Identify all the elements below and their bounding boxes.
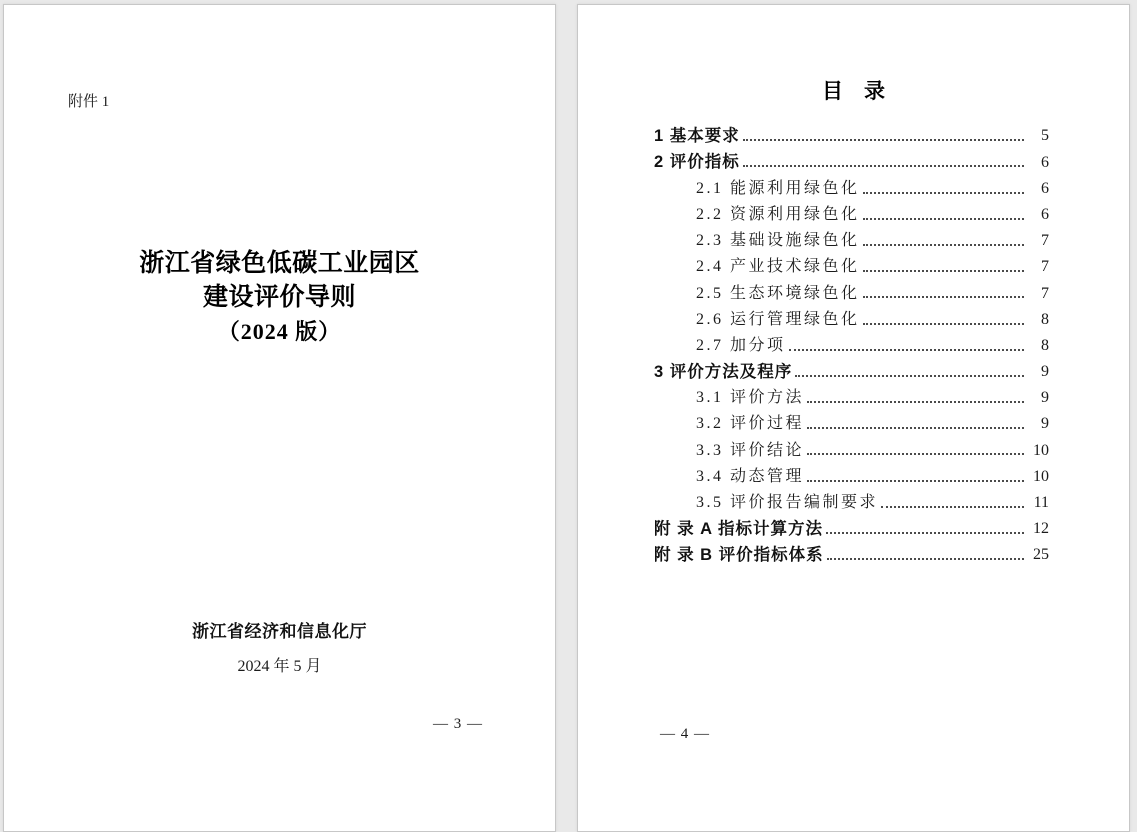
toc-entry-label: 2.5 生态环境绿色化: [696, 284, 860, 302]
document-title-line-2: 建设评价导则: [202, 284, 356, 311]
toc-entry[interactable]: [654, 433, 1049, 459]
toc-entry[interactable]: [654, 381, 1049, 407]
toc-list: [654, 119, 1049, 564]
toc-entry-label: 2 评价指标: [654, 153, 740, 172]
publication-date: 2024 年 5 月: [237, 658, 322, 675]
toc-dot-leader: [789, 349, 1024, 351]
toc-dot-leader: [807, 480, 1024, 482]
toc-entry[interactable]: [654, 302, 1049, 328]
toc-entry[interactable]: [654, 459, 1049, 485]
toc-entry[interactable]: [654, 355, 1049, 381]
toc-entry[interactable]: [654, 250, 1049, 276]
toc-entry-page: 8: [1041, 310, 1049, 328]
toc-entry[interactable]: [654, 224, 1049, 250]
document-title-edition: （2024 版）: [217, 319, 342, 344]
toc-entry-page: 7: [1041, 258, 1049, 276]
toc-dot-leader: [827, 558, 1024, 560]
toc-entry-page: 8: [1041, 336, 1049, 354]
toc-entry-page: 6: [1041, 153, 1049, 171]
document-title-line-1: 浙江省绿色低碳工业园区: [139, 250, 420, 277]
toc-entry[interactable]: [654, 171, 1049, 197]
toc-dot-leader: [795, 375, 1024, 377]
toc-dot-leader: [863, 244, 1024, 246]
toc-page: [577, 4, 1130, 832]
toc-entry-page: 9: [1041, 389, 1049, 407]
toc-dot-leader: [863, 218, 1024, 220]
toc-entry-label: 3.1 评价方法: [696, 389, 805, 407]
toc-entry-page: 10: [1033, 441, 1049, 459]
toc-entry[interactable]: [654, 145, 1049, 171]
toc-entry[interactable]: [654, 329, 1049, 355]
toc-entry-page: 6: [1041, 179, 1049, 197]
cover-page: [3, 4, 556, 832]
toc-entry-page: 11: [1033, 494, 1049, 512]
toc-entry-page: 9: [1041, 415, 1049, 433]
issuing-organization: 浙江省经济和信息化厅: [192, 622, 367, 641]
toc-dot-leader: [826, 532, 1024, 534]
toc-entry-label: 2.3 基础设施绿色化: [696, 232, 860, 250]
toc-entry[interactable]: [654, 538, 1049, 564]
toc-entry-page: 7: [1041, 232, 1049, 250]
toc-entry-page: 9: [1041, 363, 1049, 381]
toc-entry-label: 2.4 产业技术绿色化: [696, 258, 860, 276]
toc-entry[interactable]: [654, 119, 1049, 145]
toc-entry[interactable]: [654, 407, 1049, 433]
toc-heading: 目 录: [822, 80, 885, 103]
toc-entry-page: 6: [1041, 205, 1049, 223]
toc-dot-leader: [863, 323, 1024, 325]
toc-entry-label: 3.5 评价报告编制要求: [696, 494, 879, 512]
toc-dot-leader: [863, 270, 1024, 272]
page-number-4: — 4 —: [660, 726, 710, 742]
toc-entry[interactable]: [654, 198, 1049, 224]
toc-entry-label: 3.2 评价过程: [696, 415, 805, 433]
toc-entry-label: 附 录 A 指标计算方法: [654, 519, 824, 538]
toc-entry-page: 10: [1033, 467, 1049, 485]
toc-entry-label: 3.3 评价结论: [696, 441, 805, 459]
toc-entry-label: 附 录 B 评价指标体系: [654, 545, 824, 564]
toc-entry-page: 25: [1033, 546, 1049, 564]
toc-dot-leader: [807, 453, 1024, 455]
toc-entry-page: 7: [1041, 284, 1049, 302]
page-number-3: — 3 —: [433, 716, 483, 732]
toc-entry[interactable]: [654, 486, 1049, 512]
attachment-label: 附件 1: [68, 94, 110, 110]
toc-entry[interactable]: [654, 512, 1049, 538]
toc-entry-label: 2.7 加分项: [696, 336, 786, 354]
toc-entry-label: 3.4 动态管理: [696, 467, 805, 485]
toc-entry-page: 5: [1041, 127, 1049, 145]
toc-entry-label: 2.1 能源利用绿色化: [696, 179, 860, 197]
toc-dot-leader: [807, 427, 1024, 429]
toc-dot-leader: [881, 506, 1024, 508]
document-title: [4, 247, 555, 349]
toc-entry-label: 2.2 资源利用绿色化: [696, 205, 860, 223]
toc-entry-page: 12: [1033, 520, 1049, 538]
toc-dot-leader: [863, 296, 1024, 298]
toc-dot-leader: [743, 165, 1024, 167]
toc-dot-leader: [743, 139, 1024, 141]
toc-entry-label: 3 评价方法及程序: [654, 362, 793, 381]
toc-entry-label: 2.6 运行管理绿色化: [696, 310, 860, 328]
toc-dot-leader: [807, 401, 1024, 403]
toc-entry-label: 1 基本要求: [654, 126, 740, 145]
toc-entry[interactable]: [654, 276, 1049, 302]
toc-dot-leader: [863, 192, 1024, 194]
